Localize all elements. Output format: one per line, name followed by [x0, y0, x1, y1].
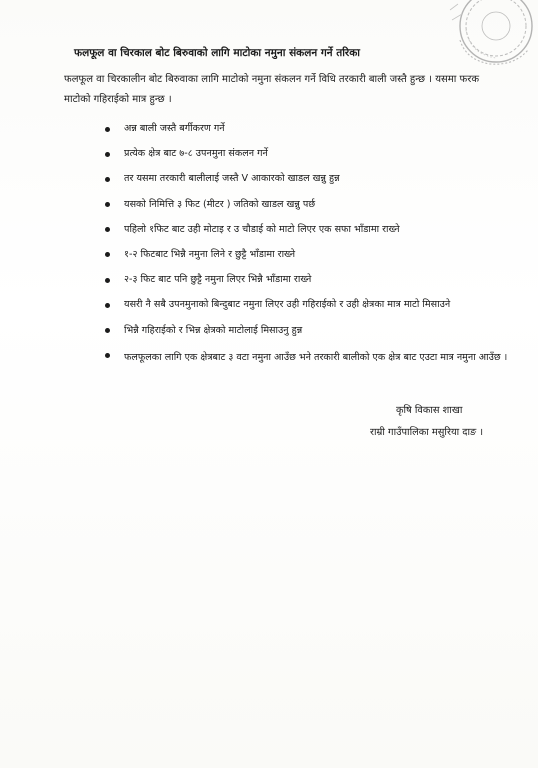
bullet-icon [105, 227, 110, 232]
list-item-text: तर यसमा तरकारी बालीलाई जस्तै V आकारको खाडल खन्नु हुन्न [124, 173, 340, 185]
list-item [102, 122, 522, 136]
list-item [102, 324, 522, 338]
bullet-icon [105, 127, 110, 132]
list-item-text: पहिलो १फिट बाट उही मोटाइ र उ चौडाई को माटो लिएर एक सफा भाँडामा राख्ने [124, 223, 400, 235]
bullet-icon [105, 303, 110, 308]
list-item [102, 223, 522, 237]
list-item-text: प्रत्येक क्षेत्र बाट ७-८ उपनमुना संकलन गर्ने [124, 148, 268, 160]
list-item-text: भिन्नै गहिराईको र भिन्न क्षेत्रको माटोलाई मिसाउनु हुन्न [124, 324, 303, 336]
bullet-icon [105, 353, 110, 358]
bullet-icon [105, 202, 110, 207]
procedure-list [102, 122, 522, 378]
document-title: फलफूल वा चिरकाल बोट बिरुवाको लागि माटोका नमुना संकलन गर्ने तरिका [74, 47, 361, 59]
list-item [102, 147, 522, 161]
municipality-name: राम्री गाउँपालिका मसुरिया दाङ । [370, 427, 484, 438]
intro-paragraph: फलफूल वा चिरकालीन बोट बिरुवाका लागि माटोको नमुना संकलन गर्ने विधि तरकारी बाली जस्तै हुन्छ । यसमा फरक माटोको गहिराईको मात्र हुन्छ । [64, 74, 479, 105]
list-item-text: यसरी नै सबै उपनमुनाको बिन्दुबाट नमुना लिएर उही गहिराईको र उही क्षेत्रका मात्र माटो मिसाउने [124, 299, 451, 311]
list-item [102, 172, 522, 186]
department-name: कृषि विकास शाखा [396, 405, 463, 416]
list-item [102, 273, 522, 287]
list-item [102, 198, 522, 212]
bullet-icon [105, 152, 110, 157]
bullet-icon [105, 252, 110, 257]
list-item [102, 349, 522, 367]
list-item-text: यसको निमित्ति ३ फिट (मीटर ) जतिको खाडल खन्नु पर्छ [124, 198, 316, 210]
list-item-text: फलफूलका लागि एक क्षेत्रबाट ३ वटा नमुना आउँछ भने तरकारी बालीको एक क्षेत्र बाट एउटा मात्र नमुना आउँछ । [124, 351, 508, 363]
list-item-text: १-२ फिटबाट भिन्नै नमुना लिने र छुट्टै भाँडामा राख्ने [124, 248, 296, 260]
list-item-text: २-३ फिट बाट पनि छुट्टै नमुना लिएर भिन्नै भाँडामा राख्ने [124, 274, 312, 286]
signature-block [370, 400, 483, 444]
list-item [102, 248, 522, 262]
bullet-icon [105, 328, 110, 333]
bullet-icon [105, 177, 110, 182]
bullet-icon [105, 278, 110, 283]
list-item [102, 298, 522, 312]
list-item-text: अन्न बाली जस्तै बर्गीकरण गर्ने [124, 123, 225, 134]
